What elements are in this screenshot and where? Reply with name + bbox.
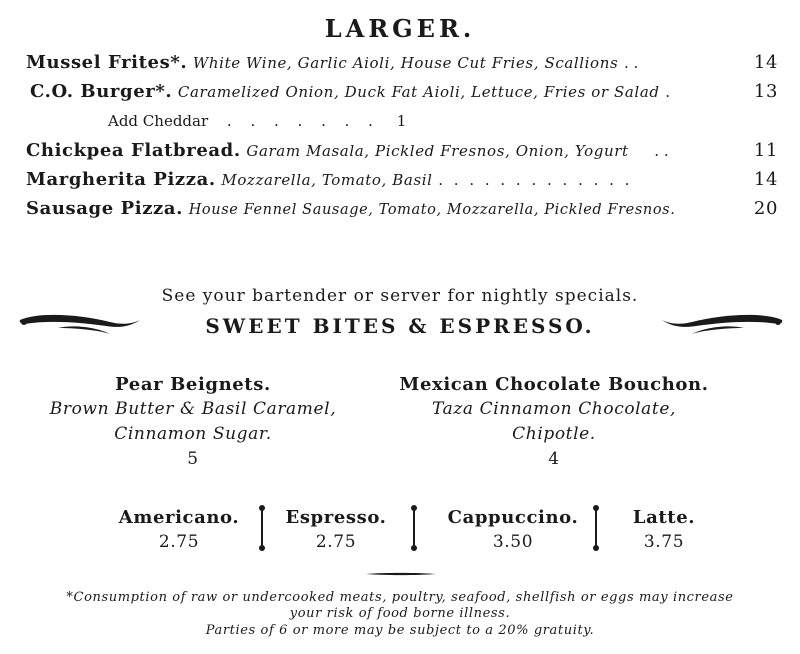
menu-item-mussel-frites [0,52,800,78]
item-description: Garam Masala, Pickled Fresnos, Onion, Yogurt [246,142,629,160]
leader-dots: . [665,83,671,101]
coffee-americano [104,506,254,554]
sweet-bites-section-title: SWEET BITES & ESPRESSO. [205,314,595,338]
item-description: White Wine, Garlic Aioli, House Cut Fries, Scallions [192,54,619,72]
dessert-description-line1: Taza Cinnamon Chocolate, [431,399,677,419]
dessert-description-line1: Brown Butter & Basil Caramel, [49,399,337,419]
coffee-latte [616,506,712,554]
coffee-name: Cappuccino. [447,507,579,528]
coffee-separator [258,505,266,551]
footer-disclaimer-line2: your risk of food borne illness. [289,606,511,621]
dessert-description-line2: Cinnamon Sugar. [114,424,272,444]
item-description: Mozzarella, Tomato, Basil [221,171,433,189]
coffee-name: Espresso. [285,507,387,528]
menu-item-chickpea-flatbread [0,140,800,166]
leader-dots: . . . . . . . . . . . . . [438,171,633,189]
item-price: 13 [753,81,778,102]
dessert-pear-beignets [40,372,346,472]
footer-disclaimer-line1: *Consumption of raw or undercooked meats, poultry, seafood, shellfish or eggs may increase [66,590,734,605]
add-cheddar-option [108,112,406,130]
coffee-name: Latte. [632,507,696,528]
addon-label: Add Cheddar [108,112,209,130]
menu-item-co-burger [0,81,800,107]
coffee-price: 2.75 [315,532,357,552]
item-price: 20 [753,198,778,219]
item-price: 14 [753,52,778,73]
dessert-mexican-chocolate-bouchon [374,372,734,472]
dessert-price: 5 [187,449,199,469]
dessert-name: Pear Beignets. [115,374,271,395]
item-name: Mussel Frites*. [26,52,188,73]
coffee-separator [410,505,418,551]
menu-item-sausage-pizza [0,198,800,224]
dessert-price: 4 [548,449,560,469]
coffee-price: 3.75 [643,532,685,552]
larger-section-title: LARGER. [324,14,476,43]
coffee-espresso [272,506,400,554]
nightly-specials-note: See your bartender or server for nightly specials. [161,286,639,306]
item-price: 11 [753,140,778,161]
item-name: Sausage Pizza. [26,198,183,219]
dessert-name: Mexican Chocolate Bouchon. [399,374,709,395]
coffee-price: 2.75 [158,532,200,552]
leader-dots: . . [654,142,669,160]
item-description: House Fennel Sausage, Tomato, Mozzarella, Pickled Fresnos. [188,202,676,218]
right-flourish-ornament [660,310,784,342]
leader-dots: . . . . . . . [226,112,380,130]
footer-gratuity-note: Parties of 6 or more may be subject to a 20% gratuity. [205,623,595,638]
coffee-price: 3.50 [492,532,534,552]
item-name: Margherita Pizza. [26,169,216,190]
coffee-separator [592,505,600,551]
item-name: Chickpea Flatbread. [26,140,241,161]
leader-dots: . . [623,54,639,72]
dessert-description-line2: Chipotle. [512,424,596,444]
item-name: C.O. Burger*. [30,81,173,102]
item-description: Caramelized Onion, Duck Fat Aioli, Lettuce, Fries or Salad [177,83,660,101]
footer-divider [366,572,436,576]
coffee-cappuccino [430,506,596,554]
addon-price: 1 [396,112,407,130]
coffee-name: Americano. [118,507,240,528]
menu-item-margherita-pizza [0,169,800,195]
item-price: 14 [753,169,778,190]
